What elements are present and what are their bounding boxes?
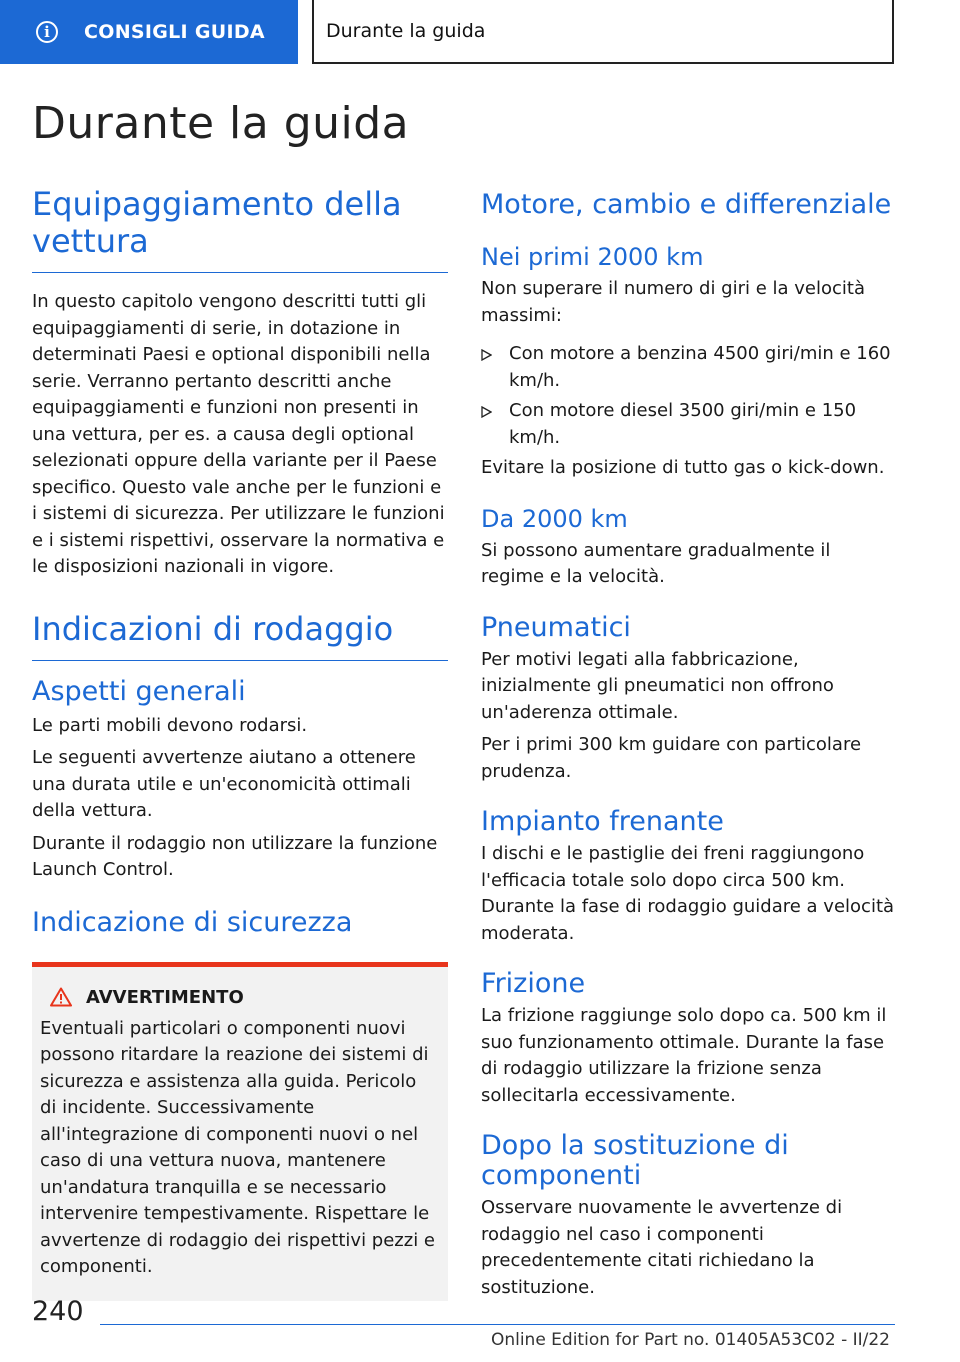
warning-triangle-icon (50, 987, 72, 1007)
pneumatici-heading: Pneumatici (481, 611, 631, 643)
list-item-text: Con motore a benzina 4500 giri/min e 160 km/h. (509, 343, 891, 391)
right-column (481, 186, 896, 1301)
frizione-text: La frizione raggiunge solo dopo ca. 500 km il suo funzionamento ottimale. Durante la fase di rodaggio utilizzare la frizione senza sollecitarla eccessivamente. (481, 1005, 887, 1106)
page-number: 240 (32, 1296, 84, 1327)
bullet-triangle-icon (481, 349, 492, 361)
aspetti-p1: Le parti mobili devono rodarsi. (32, 714, 308, 736)
left-column (32, 186, 448, 1301)
section-tab-label: CONSIGLI GUIDA (84, 21, 265, 43)
sicurezza-heading: Indicazione di sicurezza (32, 906, 353, 938)
impianto-text: I dischi e le pastiglie dei freni raggiungono l'efficacia totale solo dopo circa 500 km. Durante la fase di rodaggio guidare a velocità moderata. (481, 843, 895, 944)
equip-heading: Equipaggiamento della vettura (32, 186, 448, 273)
edition-text: Online Edition for Part no. 01405A53C02 - II/22 (490, 1330, 890, 1350)
warning-label: AVVERTIMENTO (86, 986, 244, 1008)
footer-divider (100, 1324, 895, 1325)
da2000-heading: Da 2000 km (481, 504, 628, 533)
evitare-text: Evitare la posizione di tutto gas o kick-down. (481, 457, 885, 478)
warning-box (32, 962, 448, 1301)
warning-header (40, 987, 438, 1008)
aspetti-p2: Le seguenti avvertenze aiutano a ottenere una durata utile e un'economicità ottimali della vettura. (32, 747, 416, 821)
equip-text: In questo capitolo vengono descritti tutti gli equipaggiamenti di serie, in dotazione in determinati Paesi e optional disponibili nella serie. Verranno pertanto descritti anche equipaggiamenti e funzioni non presenti in una vettura, per es. a causa degli optional selezionati oppure della variante per il Paese specifico. Questo vale anche per le funzioni e i sistemi di sicurezza. Per utilizzare le funzioni e i sistemi rispettivi, osservare la normativa e le disposizioni nazionali in vigore. (32, 291, 445, 577)
rodaggio-heading: Indicazioni di rodaggio (32, 611, 448, 661)
aspetti-p3: Durante il rodaggio non utilizzare la funzione Launch Control. (32, 832, 438, 880)
info-icon: i (36, 21, 58, 43)
list-item (481, 398, 896, 451)
breadcrumb-label: Durante la guida (326, 20, 486, 42)
warning-text: Eventuali particolari o componenti nuovi possono ritardare la reazione dei sistemi di sicurezza e assistenza alla guida. Pericolo di incidente. Successivamente all'integrazione di componenti nuovi o nel caso di una vettura nuova, mantenere un'andatura tranquilla e se necessario intervenire tempestivamente. Rispettare le avvertenze di rodaggio dei rispettivi pezzi e componenti. (40, 1017, 435, 1277)
list-item (481, 341, 896, 394)
list-item-text: Con motore diesel 3500 giri/min e 150 km/h. (509, 400, 857, 448)
bullet-triangle-icon (481, 406, 492, 418)
primi-heading: Nei primi 2000 km (481, 243, 704, 271)
pneumatici-p1: Per motivi legati alla fabbricazione, inizialmente gli pneumatici non offrono un'aderenza ottimale. (481, 648, 834, 723)
da2000-text: Si possono aumentare gradualmente il regime e la velocità. (481, 539, 831, 587)
sostituzione-text: Osservare nuovamente le avvertenze di rodaggio nel caso i componenti precedentemente citati richiedano la sostituzione. (481, 1197, 843, 1298)
page-title: Durante la guida (32, 98, 410, 149)
speed-limit-list (481, 341, 896, 451)
sostituzione-heading: Dopo la sostituzione di componenti (481, 1130, 789, 1191)
pneumatici-p2: Per i primi 300 km guidare con particolare prudenza. (481, 734, 862, 782)
breadcrumb (312, 0, 894, 64)
primi-text: Non superare il numero di giri e la velocità massimi: (481, 278, 865, 326)
aspetti-heading: Aspetti generali (32, 675, 246, 707)
impianto-heading: Impianto frenante (481, 806, 724, 837)
motore-heading: Motore, cambio e differenziale (481, 189, 892, 220)
section-tab[interactable] (0, 0, 298, 64)
frizione-heading: Frizione (481, 968, 586, 999)
